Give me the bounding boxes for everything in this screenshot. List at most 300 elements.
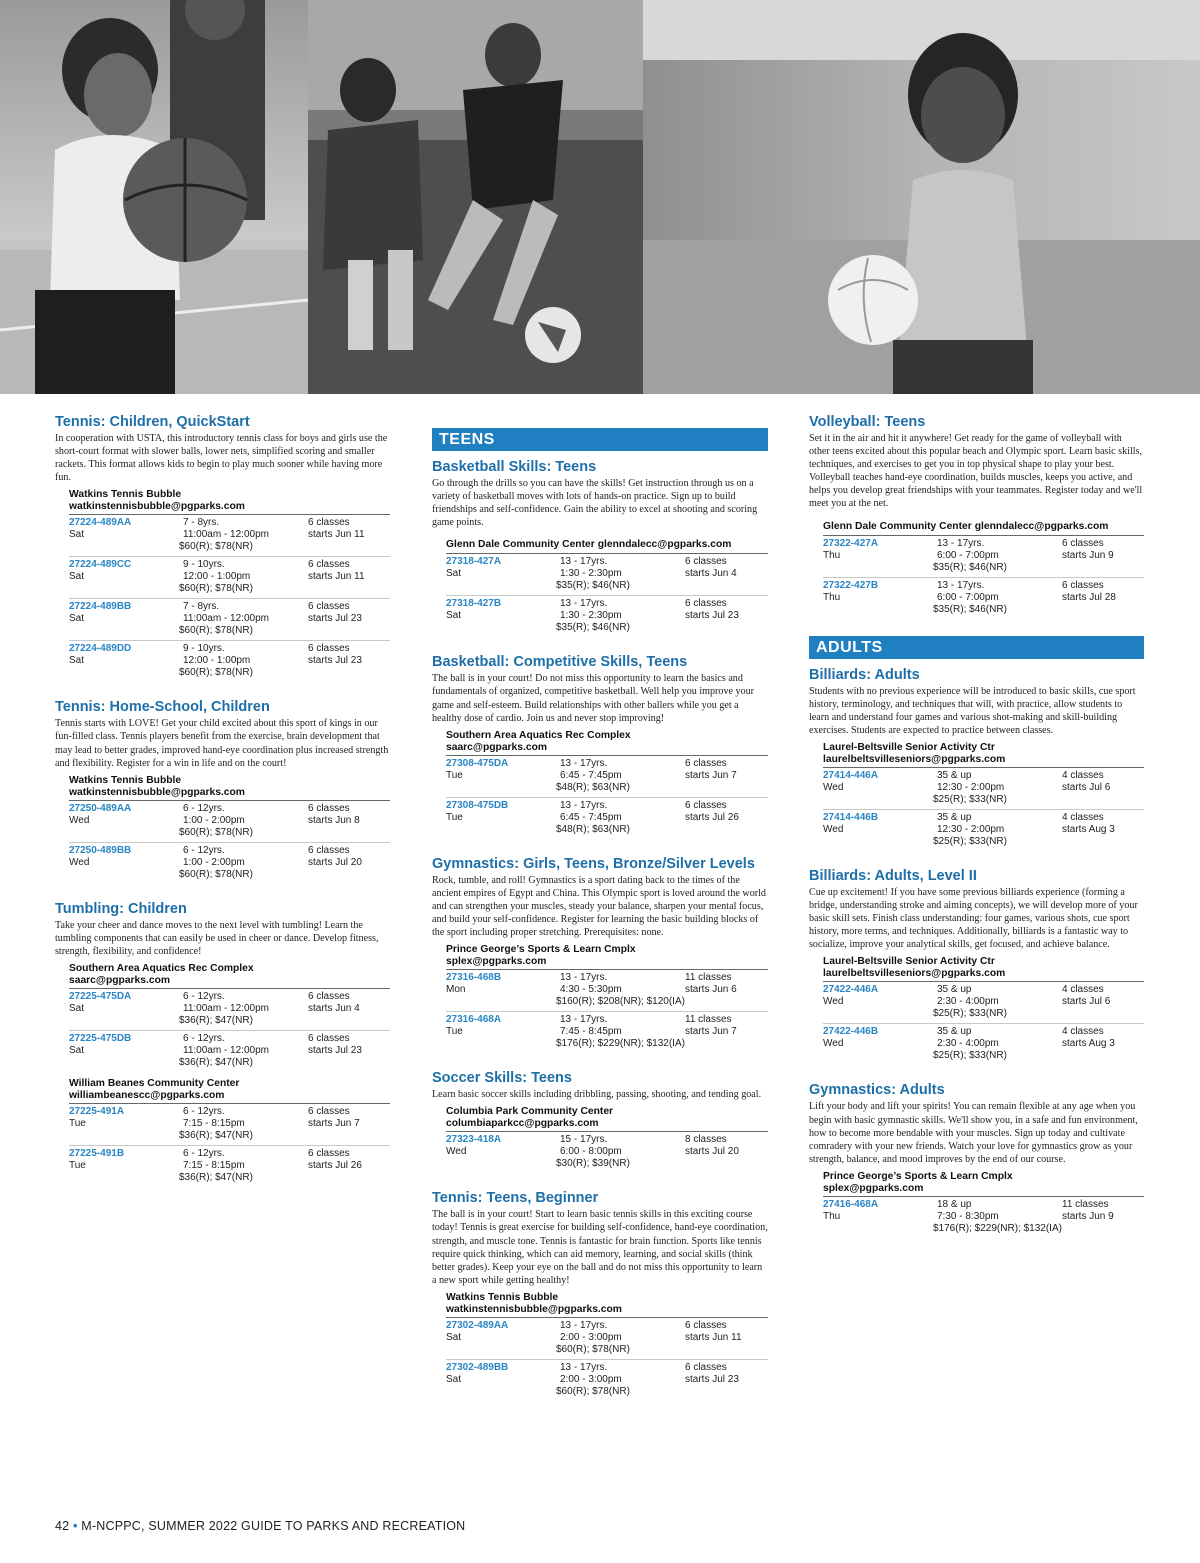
session-fee: $35(R); $46(NR) [933, 561, 1007, 573]
course-code-link[interactable]: 27318-427A [446, 556, 502, 568]
session-start: starts Jun 11 [685, 1331, 742, 1343]
session-row [69, 641, 390, 683]
session-start: starts Jun 9 [1062, 1210, 1114, 1222]
session-fee: $36(R); $47(NR) [179, 1130, 253, 1142]
location-header [823, 742, 1144, 766]
page-number: 42 [55, 1519, 70, 1533]
location-name: Laurel-Beltsville Senior Activity Ctr [823, 741, 995, 753]
session-classes: 6 classes [685, 556, 727, 568]
session-age: 15 - 17yrs. [560, 1134, 608, 1146]
session-day: Tue [69, 1118, 86, 1130]
session-age: 13 - 17yrs. [560, 757, 608, 769]
session-fee: $60(R); $78(NR) [179, 541, 253, 553]
session-age: 6 - 12yrs. [183, 1033, 225, 1045]
session-row [69, 801, 390, 843]
session-day: Sat [446, 1331, 462, 1343]
course-code-link[interactable]: 27416-468A [823, 1198, 879, 1210]
location-name: Columbia Park Community Center [446, 1106, 614, 1118]
session-age: 6 - 12yrs. [183, 1148, 225, 1160]
session-age: 7 - 8yrs. [183, 601, 220, 613]
session-fee: $36(R); $47(NR) [179, 1057, 253, 1069]
location-block [823, 516, 1144, 620]
session-start: starts Jul 26 [308, 1160, 362, 1172]
program-description: The ball is in your court! Start to learn basic tennis skills in this exciting course today! Tennis is great exercise for building self-confidence, hand-eye coordination, strength, and muscle tone. Tennis is fantastic for brain function. Sports like tennis require quick thinking, which can aid memory, learning, and social skills (think better grades). Keep your eye on the ball and do not miss this opportunity to learn a new sport while getting healthy! [432, 1209, 768, 1286]
session-age: 13 - 17yrs. [560, 799, 608, 811]
course-code-link[interactable]: 27316-468B [446, 972, 502, 984]
session-time: 6:45 - 7:45pm [560, 769, 622, 781]
program-title: Tennis: Teens, Beginner [432, 1190, 599, 1207]
location-header [69, 775, 390, 799]
program-title: Billiards: Adults, Level II [809, 867, 977, 884]
session-time: 2:00 - 3:00pm [560, 1373, 622, 1385]
footer-bullet: • [73, 1519, 78, 1533]
session-age: 6 - 12yrs. [183, 1106, 225, 1118]
session-day: Tue [446, 1026, 463, 1038]
session-classes: 11 classes [685, 1014, 732, 1026]
session-classes: 6 classes [308, 991, 350, 1003]
session-time: 6:00 - 7:00pm [937, 549, 999, 561]
course-code-link[interactable]: 27323-418A [446, 1134, 502, 1146]
session-age: 9 - 10yrs. [183, 643, 225, 655]
session-fee: $36(R); $47(NR) [179, 1172, 253, 1184]
session-day: Wed [823, 996, 844, 1008]
session-classes: 4 classes [1062, 811, 1104, 823]
session-row [446, 798, 768, 840]
location-block [446, 534, 768, 638]
session-time: 11:00am - 12:00pm [183, 613, 269, 625]
course-code-link[interactable]: 27225-491B [69, 1148, 125, 1160]
session-start: starts Jun 4 [308, 1003, 360, 1015]
program-block [809, 667, 1144, 852]
session-classes: 6 classes [685, 799, 727, 811]
location-block [69, 775, 390, 885]
course-code-link[interactable]: 27422-446A [823, 984, 879, 996]
session-time: 12:30 - 2:00pm [937, 781, 1005, 793]
session-age: 35 & up [937, 769, 972, 781]
location-name: Prince George’s Sports & Learn Cmplx [446, 944, 636, 956]
session-start: starts Jul 26 [685, 811, 739, 823]
session-day: Tue [446, 769, 463, 781]
column-children [55, 414, 390, 1204]
session-time: 2:30 - 4:00pm [937, 1038, 999, 1050]
session-fee: $35(R); $46(NR) [556, 580, 630, 592]
course-code-link[interactable]: 27224-489DD [69, 643, 132, 655]
session-start: starts Jun 4 [685, 568, 737, 580]
course-code-link[interactable]: 27322-427B [823, 579, 879, 591]
location-header [446, 534, 768, 552]
location-header [446, 1292, 768, 1316]
section-band-teens: TEENS [432, 428, 768, 451]
location-name: Glenn Dale Community Center [823, 520, 972, 532]
program-title: Soccer Skills: Teens [432, 1070, 572, 1087]
location-name: Glenn Dale Community Center [446, 539, 595, 551]
location-email-link[interactable]: watkinstennisbubble@pgparks.com [69, 501, 245, 513]
course-code-link[interactable]: 27224-489AA [69, 517, 132, 529]
location-header [446, 944, 768, 968]
program-title: Billiards: Adults [809, 666, 920, 683]
location-header [69, 963, 390, 987]
session-row [823, 1024, 1144, 1066]
location-header [446, 1106, 768, 1130]
location-email-link[interactable]: watkinstennisbubble@pgparks.com [69, 786, 245, 798]
photo-child-basketball-icon [0, 0, 308, 394]
session-classes: 6 classes [308, 1148, 350, 1160]
session-fee: $48(R); $63(NR) [556, 823, 630, 835]
session-classes: 6 classes [308, 559, 350, 571]
page-footer [55, 1519, 465, 1533]
program-block [432, 1190, 768, 1402]
location-header [823, 1171, 1144, 1195]
session-time: 6:45 - 7:45pm [560, 811, 622, 823]
session-start: starts Jul 20 [308, 856, 362, 868]
session-classes: 11 classes [1062, 1198, 1109, 1210]
location-name: Southern Area Aquatics Rec Complex [69, 963, 254, 975]
session-age: 7 - 8yrs. [183, 517, 220, 529]
session-time: 11:00am - 12:00pm [183, 529, 269, 541]
column-teens [432, 414, 768, 1418]
session-start: starts Jul 28 [1062, 591, 1116, 603]
program-title: Gymnastics: Girls, Teens, Bronze/Silver Levels [432, 855, 755, 872]
location-block [446, 944, 768, 1054]
session-start: starts Jun 6 [685, 984, 737, 996]
program-description: Tennis starts with LOVE! Get your child excited about this sport of kings in our fun-filled class. Tennis players benefit from the exercise, brain development that may lead to better grades, improved hand-eye coordination plus increased strength and flexibility. Register for a win in life and on the court! [55, 718, 389, 769]
session-row [69, 1031, 390, 1073]
program-title: Tennis: Home-School, Children [55, 699, 270, 716]
session-day: Thu [823, 591, 841, 603]
session-start: starts Jun 8 [308, 814, 360, 826]
location-email-link[interactable]: columbiaparkcc@pgparks.com [446, 1118, 599, 1130]
session-row [823, 536, 1144, 578]
session-row [69, 515, 390, 557]
location-header [823, 516, 1144, 534]
program-block [809, 1082, 1144, 1238]
session-day: Wed [823, 823, 844, 835]
program-title: Tennis: Children, QuickStart [55, 414, 250, 430]
session-day: Sat [446, 1373, 462, 1385]
session-classes: 6 classes [1062, 537, 1104, 549]
session-day: Sat [69, 1045, 85, 1057]
course-code-link[interactable]: 27225-491A [69, 1106, 125, 1118]
program-description: Lift your body and lift your spirits! You can remain flexible at any age when you begin with basic gymnastic skills. We'll show you, in a safe and fun environment, how to become more bendable with your muscles. Sign up today and cultivate comradery with your new friends. Watch your love for gymnastics grow as your strength, balance, and mood improves by the end of our course. [809, 1101, 1138, 1165]
session-classes: 6 classes [308, 1106, 350, 1118]
session-time: 12:30 - 2:00pm [937, 823, 1005, 835]
session-start: starts Jul 23 [685, 610, 739, 622]
session-classes: 6 classes [308, 1033, 350, 1045]
location-block [446, 1106, 768, 1174]
photo-girl-volleyball-icon [643, 0, 1200, 394]
session-day: Sat [69, 571, 85, 583]
session-age: 35 & up [937, 811, 972, 823]
session-row [446, 1132, 768, 1174]
location-header [446, 730, 768, 754]
program-block [809, 414, 1144, 620]
session-fee: $60(R); $78(NR) [179, 667, 253, 679]
session-day: Wed [823, 781, 844, 793]
session-fee: $35(R); $46(NR) [556, 622, 630, 634]
location-email-link[interactable]: saarc@pgparks.com [69, 975, 171, 987]
program-description: The ball is in your court! Do not miss this opportunity to learn the basics and fundamentals of organized, competitive basketball. Well help you improve your game and self-esteem. Build relationships with other ballers while you get a healthy dose of cardio. Join us and never stop improving! [432, 673, 755, 724]
session-row [446, 1012, 768, 1054]
session-row [446, 1318, 768, 1360]
session-row [69, 989, 390, 1031]
session-age: 13 - 17yrs. [560, 556, 608, 568]
session-classes: 6 classes [685, 1361, 727, 1373]
program-block [55, 699, 390, 884]
session-age: 13 - 17yrs. [560, 1361, 608, 1373]
session-fee: $35(R); $46(NR) [933, 603, 1007, 615]
program-description: Go through the drills so you can have the skills! Get instruction through us on a variety of basketball moves with lots of hands-on practice. Sign up to build friendships and self-confidence. Gain the ability to excel at shooting and scoring game points. [432, 478, 758, 529]
program-title: Basketball: Competitive Skills, Teens [432, 654, 688, 671]
program-description: Students with no previous experience will be introduced to basic skills, cue sport history, terminology, and techniques that will, with practice, allow students to learn and understand four games and various shot-making and skill-building exercises. Students are expected to practice between classes. [809, 685, 1136, 736]
session-day: Tue [69, 1160, 86, 1172]
course-code-link[interactable]: 27302-489BB [446, 1361, 509, 1373]
footer-text: M-NCPPC, SUMMER 2022 GUIDE TO PARKS AND RECREATION [81, 1519, 466, 1533]
location-header [823, 956, 1144, 980]
program-block [432, 459, 768, 638]
session-classes: 6 classes [685, 757, 727, 769]
session-fee: $160(R); $208(NR); $120(IA) [556, 996, 685, 1008]
course-code-link[interactable]: 27414-446B [823, 811, 879, 823]
session-age: 6 - 12yrs. [183, 991, 225, 1003]
session-start: starts Jul 23 [308, 613, 362, 625]
location-email-link[interactable]: saarc@pgparks.com [446, 741, 548, 753]
course-code-link[interactable]: 27308-475DA [446, 757, 509, 769]
program-description: Set it in the air and hit it anywhere! Get ready for the game of volleyball with other teens excited about this popular beach and Olympic sport. Learn basic skills, techniques, and exercises to get you in top physical shape to play your best. Volleyball teaches hand-eye coordination, builds muscles, keeps you active, and helps you develop great friendships with your teammates. Register today and we'll meet you at the net. [809, 433, 1143, 510]
session-row [823, 810, 1144, 852]
program-block [55, 414, 390, 683]
session-day: Mon [446, 984, 466, 996]
session-start: starts Jul 6 [1062, 781, 1111, 793]
session-age: 35 & up [937, 984, 972, 996]
session-fee: $25(R); $33(NR) [933, 1008, 1007, 1020]
session-age: 13 - 17yrs. [560, 598, 608, 610]
session-day: Tue [446, 811, 463, 823]
location-block [823, 742, 1144, 852]
session-time: 1:30 - 2:30pm [560, 610, 622, 622]
program-block [55, 901, 390, 1188]
course-code-link[interactable]: 27250-489BB [69, 844, 132, 856]
location-email-link[interactable]: laurelbeltsvilleseniors@pgparks.com [823, 753, 1006, 765]
session-time: 1:00 - 2:00pm [183, 856, 245, 868]
session-row [69, 1146, 390, 1188]
session-classes: 8 classes [685, 1134, 727, 1146]
session-row [446, 596, 768, 638]
session-row [446, 554, 768, 596]
location-name: Prince George’s Sports & Learn Cmplx [823, 1170, 1013, 1182]
session-start: starts Jun 7 [308, 1118, 360, 1130]
session-fee: $25(R); $33(NR) [933, 835, 1007, 847]
location-email-link[interactable]: laurelbeltsvilleseniors@pgparks.com [823, 968, 1006, 980]
session-age: 6 - 12yrs. [183, 844, 225, 856]
session-fee: $36(R); $47(NR) [179, 1015, 253, 1027]
session-age: 13 - 17yrs. [937, 537, 985, 549]
program-title: Gymnastics: Adults [809, 1082, 945, 1099]
program-title: Basketball Skills: Teens [432, 459, 597, 475]
session-classes: 4 classes [1062, 984, 1104, 996]
location-block [69, 1078, 390, 1188]
location-name: William Beanes Community Center [69, 1078, 240, 1090]
session-time: 7:15 - 8:15pm [183, 1118, 245, 1130]
course-code-link[interactable]: 27225-475DA [69, 991, 132, 1003]
session-day: Wed [823, 1038, 844, 1050]
course-code-link[interactable]: 27302-489AA [446, 1319, 509, 1331]
session-row [446, 970, 768, 1012]
location-name: Southern Area Aquatics Rec Complex [446, 729, 631, 741]
session-fee: $176(R); $229(NR); $132(IA) [933, 1222, 1062, 1234]
location-email-link[interactable]: watkinstennisbubble@pgparks.com [446, 1303, 622, 1315]
session-row [446, 756, 768, 798]
course-code-link[interactable]: 27414-446A [823, 769, 879, 781]
course-code-link[interactable]: 27250-489AA [69, 802, 132, 814]
session-fee: $176(R); $229(NR); $132(IA) [556, 1038, 685, 1050]
session-row [69, 843, 390, 885]
session-time: 7:45 - 8:45pm [560, 1026, 622, 1038]
session-time: 2:30 - 4:00pm [937, 996, 999, 1008]
session-day: Sat [69, 613, 85, 625]
session-time: 1:00 - 2:00pm [183, 814, 245, 826]
session-row [69, 599, 390, 641]
session-day: Thu [823, 549, 841, 561]
location-header [69, 1078, 390, 1102]
session-start: starts Jun 11 [308, 571, 365, 583]
session-row [69, 1104, 390, 1146]
location-email-link[interactable]: glenndalecc@pgparks.com [974, 520, 1109, 532]
location-name: Watkins Tennis Bubble [69, 774, 182, 786]
session-classes: 6 classes [308, 601, 350, 613]
session-start: starts Jul 20 [685, 1146, 739, 1158]
session-fee: $60(R); $78(NR) [556, 1385, 630, 1397]
session-time: 6:00 - 7:00pm [937, 591, 999, 603]
session-day: Sat [446, 568, 462, 580]
session-age: 13 - 17yrs. [560, 1014, 608, 1026]
session-classes: 4 classes [1062, 769, 1104, 781]
session-time: 4:30 - 5:30pm [560, 984, 622, 996]
session-day: Wed [69, 814, 90, 826]
session-row [446, 1360, 768, 1402]
session-fee: $60(R); $78(NR) [179, 625, 253, 637]
session-row [823, 982, 1144, 1024]
course-code-link[interactable]: 27224-489BB [69, 601, 132, 613]
session-day: Sat [69, 1003, 85, 1015]
location-email-link[interactable]: williambeanescc@pgparks.com [69, 1090, 225, 1102]
session-day: Sat [69, 529, 85, 541]
session-fee: $30(R); $39(NR) [556, 1158, 630, 1170]
location-block [446, 730, 768, 840]
location-name: Watkins Tennis Bubble [69, 489, 182, 501]
location-email-link[interactable]: splex@pgparks.com [823, 1182, 924, 1194]
session-age: 13 - 17yrs. [560, 972, 608, 984]
location-header [69, 489, 390, 513]
program-block [809, 868, 1144, 1066]
session-row [69, 557, 390, 599]
session-age: 13 - 17yrs. [937, 579, 985, 591]
course-code-link[interactable]: 27224-489CC [69, 559, 132, 571]
program-block [432, 856, 768, 1054]
course-code-link[interactable]: 27422-446B [823, 1026, 879, 1038]
session-row [823, 578, 1144, 620]
course-code-link[interactable]: 27308-475DB [446, 799, 509, 811]
session-classes: 6 classes [308, 844, 350, 856]
program-description: Learn basic soccer skills including dribbling, passing, shooting, and tending goal. [432, 1089, 762, 1101]
session-age: 13 - 17yrs. [560, 1319, 608, 1331]
column-teens-adults [809, 414, 1144, 1255]
session-classes: 4 classes [1062, 1026, 1104, 1038]
session-start: starts Jul 23 [308, 1045, 362, 1057]
program-block [432, 654, 768, 839]
session-start: starts Jul 6 [1062, 996, 1111, 1008]
session-fee: $60(R); $78(NR) [179, 826, 253, 838]
location-block [69, 489, 390, 683]
session-day: Sat [69, 655, 85, 667]
location-name: Watkins Tennis Bubble [446, 1291, 559, 1303]
session-time: 1:30 - 2:30pm [560, 568, 622, 580]
session-time: 11:00am - 12:00pm [183, 1003, 269, 1015]
photo-boys-soccer-icon [308, 0, 643, 394]
location-email-link[interactable]: splex@pgparks.com [446, 956, 547, 968]
program-description: Rock, tumble, and roll! Gymnastics is a sport dating back to the times of the ancient empires of Egypt and China. This Olympic sport is loved around the world and can strengthen your muscles, steady your balance, sharpen your mental focus, and build your self-confidence. Register for learning the basic building blocks of the sport including proper stretching. Prerequisites: none. [432, 874, 766, 939]
section-band-adults: ADULTS [809, 636, 1144, 659]
session-time: 2:00 - 3:00pm [560, 1331, 622, 1343]
session-fee: $25(R); $33(NR) [933, 1050, 1007, 1062]
session-time: 11:00am - 12:00pm [183, 1045, 269, 1057]
location-email-link[interactable]: glenndalecc@pgparks.com [597, 539, 732, 551]
course-code-link[interactable]: 27322-427A [823, 537, 879, 549]
location-block [823, 956, 1144, 1066]
session-age: 6 - 12yrs. [183, 802, 225, 814]
session-classes: 6 classes [308, 517, 350, 529]
program-description: Take your cheer and dance moves to the next level with tumbling! Learn the tumbling components that can easily be used in cheer or dance. Develop fitness, strength, flexibility, and confidence! [55, 919, 379, 957]
program-description: Cue up excitement! If you have some previous billiards experience (forming a bridge, understanding stroke and aiming concepts), we will develop more of your basic skill sets. Finish class understanding: four games, various shots, cue sport history, more terms, and techniques. Additionally, billiards is a fantastic way to socialize, improve your analytical skills, get focused, and achieve balance. [809, 886, 1138, 951]
location-name: Laurel-Beltsville Senior Activity Ctr [823, 956, 995, 968]
location-block [823, 1171, 1144, 1239]
session-start: starts Jun 7 [685, 1026, 737, 1038]
session-start: starts Jun 9 [1062, 549, 1114, 561]
session-time: 7:15 - 8:15pm [183, 1160, 245, 1172]
session-age: 35 & up [937, 1026, 972, 1038]
session-time: 6:00 - 8:00pm [560, 1146, 622, 1158]
photo-banner [0, 0, 1200, 394]
session-start: starts Jun 11 [308, 529, 365, 541]
session-start: starts Jul 23 [685, 1373, 739, 1385]
session-start: starts Jul 23 [308, 655, 362, 667]
session-fee: $60(R); $78(NR) [179, 583, 253, 595]
program-title: Tumbling: Children [55, 900, 187, 917]
session-day: Wed [69, 856, 90, 868]
session-time: 7:30 - 8:30pm [937, 1210, 999, 1222]
session-classes: 6 classes [685, 598, 727, 610]
session-classes: 6 classes [1062, 579, 1104, 591]
session-classes: 6 classes [685, 1319, 727, 1331]
session-day: Sat [446, 610, 462, 622]
session-row [823, 1197, 1144, 1239]
session-classes: 11 classes [685, 972, 732, 984]
course-code-link[interactable]: 27316-468A [446, 1014, 502, 1026]
location-block [446, 1292, 768, 1402]
course-code-link[interactable]: 27318-427B [446, 598, 502, 610]
session-classes: 6 classes [308, 802, 350, 814]
session-fee: $60(R); $78(NR) [179, 868, 253, 880]
session-fee: $60(R); $78(NR) [556, 1343, 630, 1355]
session-day: Thu [823, 1210, 841, 1222]
session-time: 12:00 - 1:00pm [183, 655, 251, 667]
session-row [823, 768, 1144, 810]
program-description: In cooperation with USTA, this introductory tennis class for boys and girls use the short-court format with slower balls, lower nets, simplified scoring and smaller rackets. This format allows kids to begin to play much sooner while having more fun. [55, 433, 388, 484]
course-code-link[interactable]: 27225-475DB [69, 1033, 132, 1045]
program-block [432, 1070, 768, 1174]
session-fee: $25(R); $33(NR) [933, 793, 1007, 805]
session-time: 12:00 - 1:00pm [183, 571, 251, 583]
session-start: starts Aug 3 [1062, 1038, 1115, 1050]
